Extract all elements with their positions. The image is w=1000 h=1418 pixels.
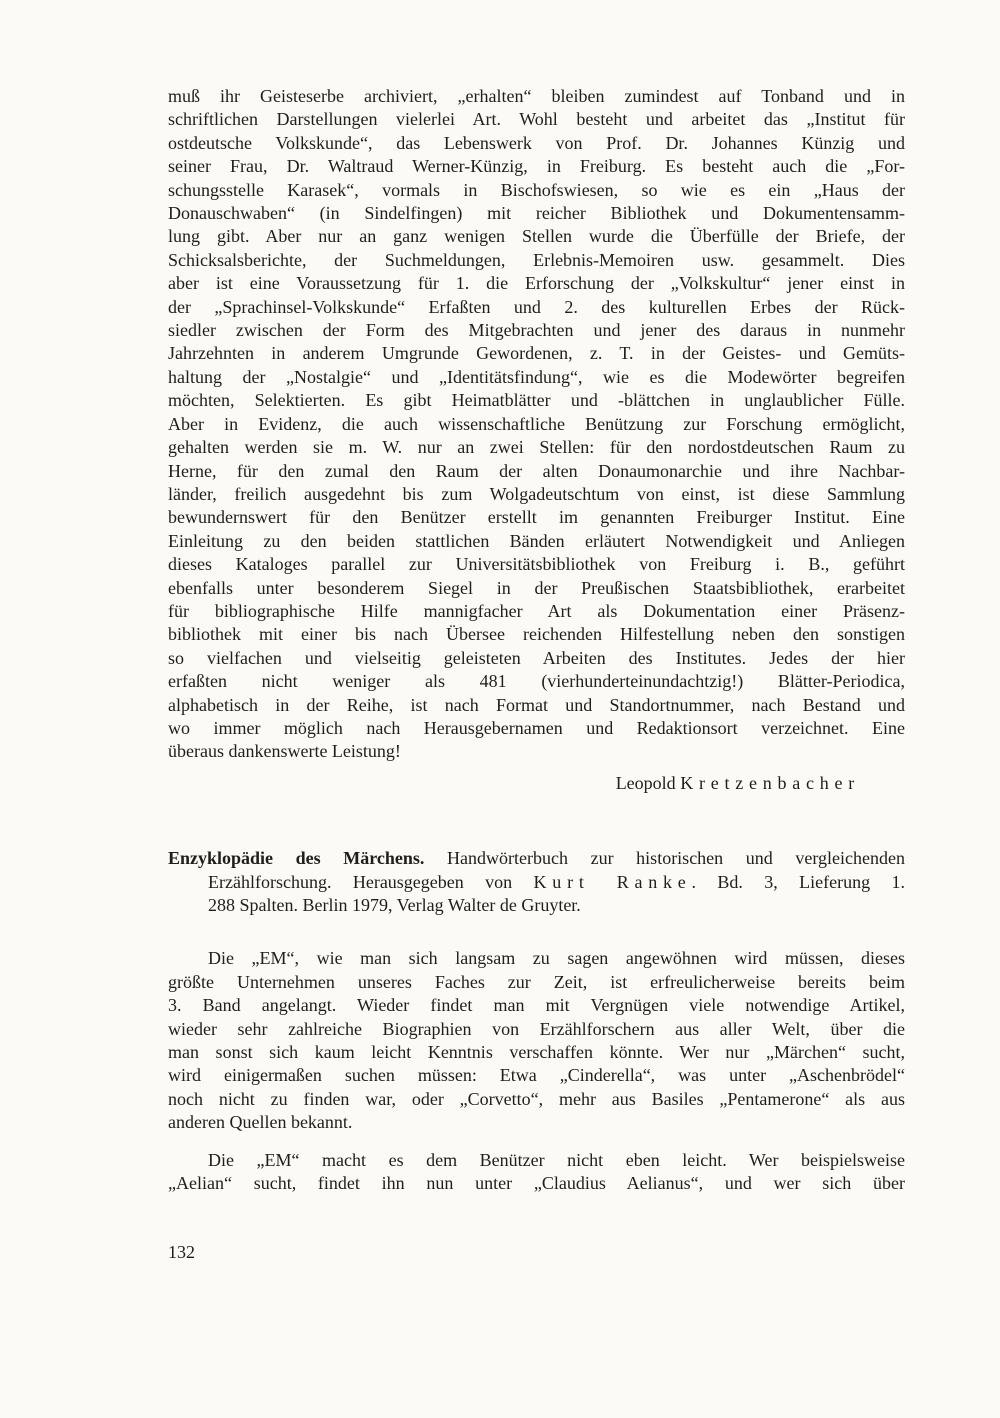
text-line: noch nicht zu finden war, oder „Corvetto“, mehr aus Basiles „Pentamerone“ als aus [168, 1088, 905, 1109]
text-line: wird einigermaßen suchen müssen: Etwa „Cinderella“, was unter „Aschenbrödel“ [168, 1065, 905, 1086]
text-line: man sonst sich kaum leicht Kenntnis verschaffen könnte. Wer nur „Märchen“ sucht, [168, 1042, 905, 1063]
paragraph-continuation [168, 85, 905, 764]
signature-first-name: Leopold [615, 772, 676, 793]
text-line: überaus dankenswerte Leistung! [168, 741, 401, 762]
text-block [168, 85, 905, 1265]
text-line: der „Sprachinsel-Volkskunde“ Erfaßten und 2. des kulturellen Erbes der Rück- [168, 296, 905, 317]
editor-name: Kurt Ranke [533, 871, 692, 892]
text-line: seiner Frau, Dr. Waltraud Werner-Künzig, in Freiburg. Es besteht auch die „For- [168, 156, 905, 177]
text-line: haltung der „Nostalgie“ und „Identitätsfindung“, wie es die Modewörter begreifen [168, 366, 905, 387]
text-line: Die „EM“ macht es dem Benützer nicht eben leicht. Wer beispielsweise [208, 1149, 905, 1170]
text-line: Einleitung zu den beiden stattlichen Bänden erläutert Notwendigkeit und Anliegen [168, 530, 905, 551]
text-line: schriftlichen Darstellungen vielerlei Art. Wohl besteht und arbeitet das „Institut für [168, 109, 905, 130]
text-line: Jahrzehnten in anderem Umgrunde Gewordenen, z. T. in der Geistes- und Gemüts- [168, 343, 905, 364]
text-line: lung gibt. Aber nur an ganz wenigen Stellen wurde die Überfülle der Briefe, der [168, 226, 905, 247]
text-line: anderen Quellen bekannt. [168, 1112, 353, 1133]
text-line: wieder sehr zahlreiche Biographien von Erzählforschern aus aller Welt, über die [168, 1018, 905, 1039]
text-line: Aber in Evidenz, die auch wissenschaftliche Benützung zur Forschung ermöglicht, [168, 413, 905, 434]
review-paragraph-1 [168, 947, 905, 1134]
heading-editor-prefix: Erzählforschung. Herausgegeben von [208, 871, 513, 892]
text-line: Donauschwaben“ (in Sindelfingen) mit reicher Bibliothek und Dokumentensamm- [168, 203, 905, 224]
text-line: so vielfachen und vielseitig geleisteten Arbeiten des Institutes. Jedes der hier [168, 647, 905, 668]
text-line: wo immer möglich nach Herausgebernamen und Redaktionsort verzeichnet. Eine [168, 717, 905, 738]
text-line: „Aelian“ sucht, findet ihn nun unter „Claudius Aelianus“, und wer sich über [168, 1173, 905, 1194]
text-line: länder, freilich ausgedehnt bis zum Wolgadeutschtum von einst, ist diese Sammlung [168, 483, 905, 504]
text-line: ostdeutsche Volkskunde“, das Lebenswerk von Prof. Dr. Johannes Künzig und [168, 132, 905, 153]
text-line: Die „EM“, wie man sich langsam zu sagen angewöhnen wird müssen, dieses [208, 948, 905, 969]
text-line: dieses Kataloges parallel zur Universitätsbibliothek von Freiburg i. B., geführt [168, 554, 905, 575]
text-line: gehalten werden sie m. W. nur an zwei Stellen: für den nordostdeutschen Raum zu [168, 437, 905, 458]
heading-line-2 [168, 871, 905, 894]
text-line: schungsstelle Karasek“, vormals in Bischofswiesen, so wie es ein „Haus der [168, 179, 905, 200]
text-line: für bibliographische Hilfe mannigfacher Art als Dokumentation einer Präsenz- [168, 600, 905, 621]
text-line: aber ist eine Voraussetzung für 1. die Erforschung der „Volkskultur“ jener einst in [168, 273, 905, 294]
text-line: ebenfalls unter besonderem Siegel in der Preußischen Staatsbibliothek, erarbeitet [168, 577, 905, 598]
text-line: Herne, für den zumal den Raum der alten Donaumonarchie und ihre Nachbar- [168, 460, 905, 481]
text-line: 3. Band angelangt. Wieder findet man mit Vergnügen viele notwendige Artikel, [168, 995, 905, 1016]
review-subtitle: Handwörterbuch zur historischen und vergleichenden [447, 848, 906, 869]
text-line: möchten, Selektierten. Es gibt Heimatblätter und -blättchen in unglaublicher Fülle. [168, 390, 905, 411]
review-signature [168, 772, 905, 795]
text-line: muß ihr Geisteserbe archiviert, „erhalten“ bleiben zumindest auf Tonband und in [168, 86, 905, 106]
page-number: 132 [168, 1242, 195, 1263]
text-line: erfaßten nicht weniger als 481 (vierhunderteinundachtzig!) Blätter-Periodica, [168, 671, 905, 692]
text-line: bewundernswert für den Benützer erstellt im genannten Freiburger Institut. Eine [168, 507, 905, 528]
text-line: bibliothek mit einer bis nach Übersee reichenden Hilfestellung neben den sonstigen [168, 624, 905, 645]
review-paragraph-2 [168, 1149, 905, 1196]
heading-line-1 [168, 847, 905, 870]
review-heading [168, 847, 905, 917]
heading-volume-info: . Bd. 3, Lieferung 1. [691, 871, 905, 892]
text-line: alphabetisch in der Reihe, ist nach Format und Standortnummer, nach Bestand und [168, 694, 905, 715]
signature-last-name: Kretzenbacher [680, 772, 860, 793]
text-line: siedler zwischen der Form des Mitgebrachten und jener des daraus in nunmehr [168, 320, 905, 341]
heading-line-3: 288 Spalten. Berlin 1979, Verlag Walter de Gruyter. [208, 895, 581, 915]
text-line: Schicksalsberichte, der Suchmeldungen, Erlebnis-Memoiren usw. gesammelt. Dies [168, 249, 905, 270]
text-line: größte Unternehmen unseres Faches zur Zeit, ist erfreulicherweise bereits beim [168, 971, 905, 992]
review-title: Enzyklopädie des Märchens. [168, 848, 425, 869]
